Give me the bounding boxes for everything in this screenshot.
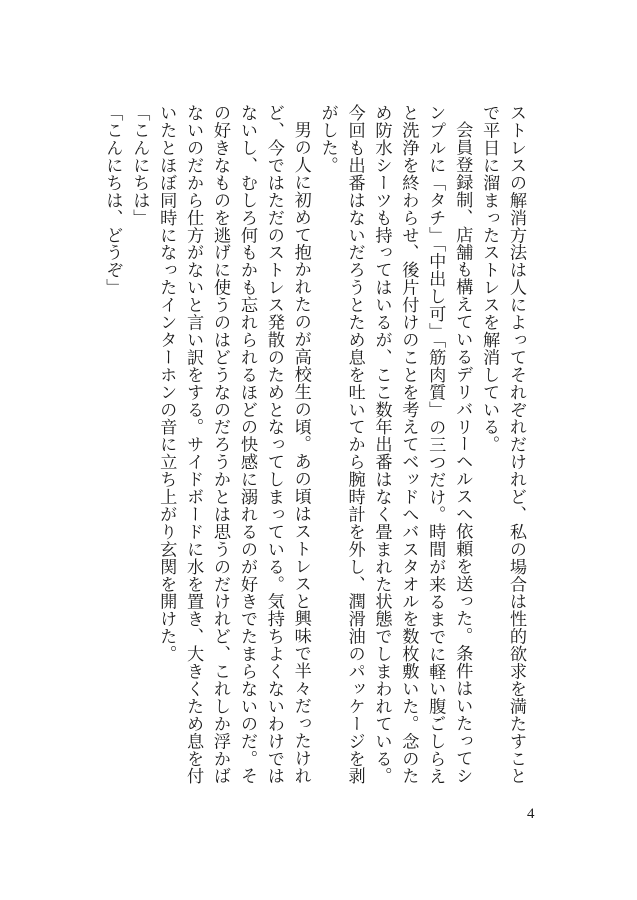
paragraph-1: ストレスの解消方法は人によってそれぞれだけれど、私の場合は性的欲求を満たすことで平日に溜まったストレスを解消している。 bbox=[479, 104, 526, 785]
paragraph-3: 男の人に初めて抱かれたのが高校生の頃。あの頃はストレスと興味で半々だったけれど、今ではただのストレス発散のためとなってしまっている。気持ちよくないわけではないし、むしろ何もかも忘れられるほどの快感に溺れるのが好きでたまらないのだ。その好きなものを逃げに使うのはどうなのだろうかとは思うのだけれど、これしか浮かばないのだから仕方がないと言い訳をする。サイドボードに水を置き、大きくため息を付いたとほぼ同時になったインターホンの音に立ち上がり玄関を開けた。 bbox=[156, 104, 311, 785]
dialogue-line-1: 「こんにちは」 bbox=[129, 104, 150, 227]
paragraph-2: 会員登録制、店舗も構えているデリバリーヘルスへ依頼を送った。条件はいたってシンプルに「タチ」「中出し可」「筋肉質」の三つだけ。時間が来るまでに軽い腹ごしらえと洗浄を終わらせ、後片付けのことを考えてベッドへバスタオルを数枚敷いた。念のため防水シーツも持ってはいるが、ここ数年出番はなく畳まれた状態でしまわれている。今回も出番はないだろうとため息を吐いてから腕時計を外し、潤滑油のパッケージを剥がした。 bbox=[317, 104, 473, 785]
dialogue-line-2: 「こんにちは、どうぞ」 bbox=[102, 104, 123, 296]
vertical-text-body bbox=[99, 104, 530, 794]
page-number: 4 bbox=[527, 806, 535, 822]
